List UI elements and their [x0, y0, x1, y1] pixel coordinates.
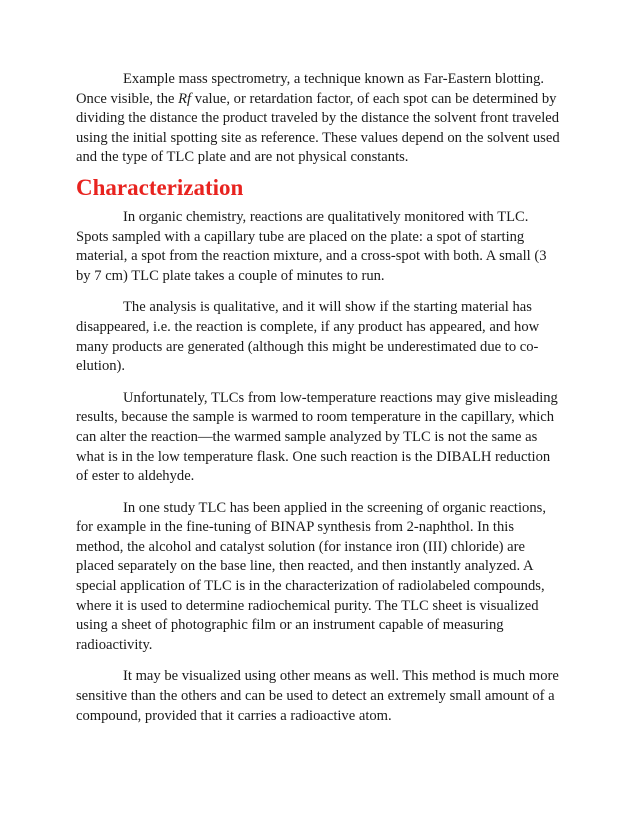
intro-text-a: Example mass spectrometry, a technique known as Far-Eastern blotting. Once visible, the	[76, 71, 545, 107]
paragraph-visualization: It may be visualized using other means as well. This method is much more sensitive than the others and can be used to detect an extremely small amount of a compound, provided that it carries a radioactive atom.	[76, 668, 559, 724]
paragraph-organic-chemistry: In organic chemistry, reactions are qualitatively monitored with TLC. Spots sampled with a capillary tube are placed on the plate: a spot of starting material, a spot from the reaction mixture, and a cross-spot with both. A small (3 by 7 cm) TLC plate takes a couple of minutes to run.	[76, 208, 547, 284]
text-column	[76, 70, 562, 726]
paragraph-intro	[76, 70, 562, 168]
section-heading: Characterization	[76, 174, 244, 200]
paragraph-low-temperature: Unfortunately, TLCs from low-temperature reactions may give misleading results, because the sample is warmed to room temperature in the capillary, which can alter the reaction—the warmed sample analyzed by TLC is not the same as what is in the low temperature flask. One such reaction is the DIBALH reduction of ester to aldehyde.	[76, 389, 558, 485]
intro-text-b: value, or retardation factor, of each spot can be determined by dividing the distance the product traveled by the distance the solvent front traveled using the initial spotting site as reference. These values depend on the solvent used and the type of TLC plate and are not physical constants.	[76, 90, 560, 166]
paragraph-analysis: The analysis is qualitative, and it will show if the starting material has disappeared, i.e. the reaction is complete, if any product has appeared, and how many products are generated (although this might be underestimated due to co-elution).	[76, 299, 540, 375]
rf-symbol: Rf	[178, 90, 192, 107]
paragraph-study: In one study TLC has been applied in the screening of organic reactions, for example in the fine-tuning of BINAP synthesis from 2-naphthol. In this method, the alcohol and catalyst solution (for instance iron (III) chloride) are placed separately on the base line, then reacted, and then instantly analyzed. A special application of TLC is in the characterization of radiolabeled compounds, where it is used to determine radiochemical purity. The TLC sheet is visualized using a sheet of photographic film or an instrument capable of measuring radioactivity.	[76, 499, 546, 653]
